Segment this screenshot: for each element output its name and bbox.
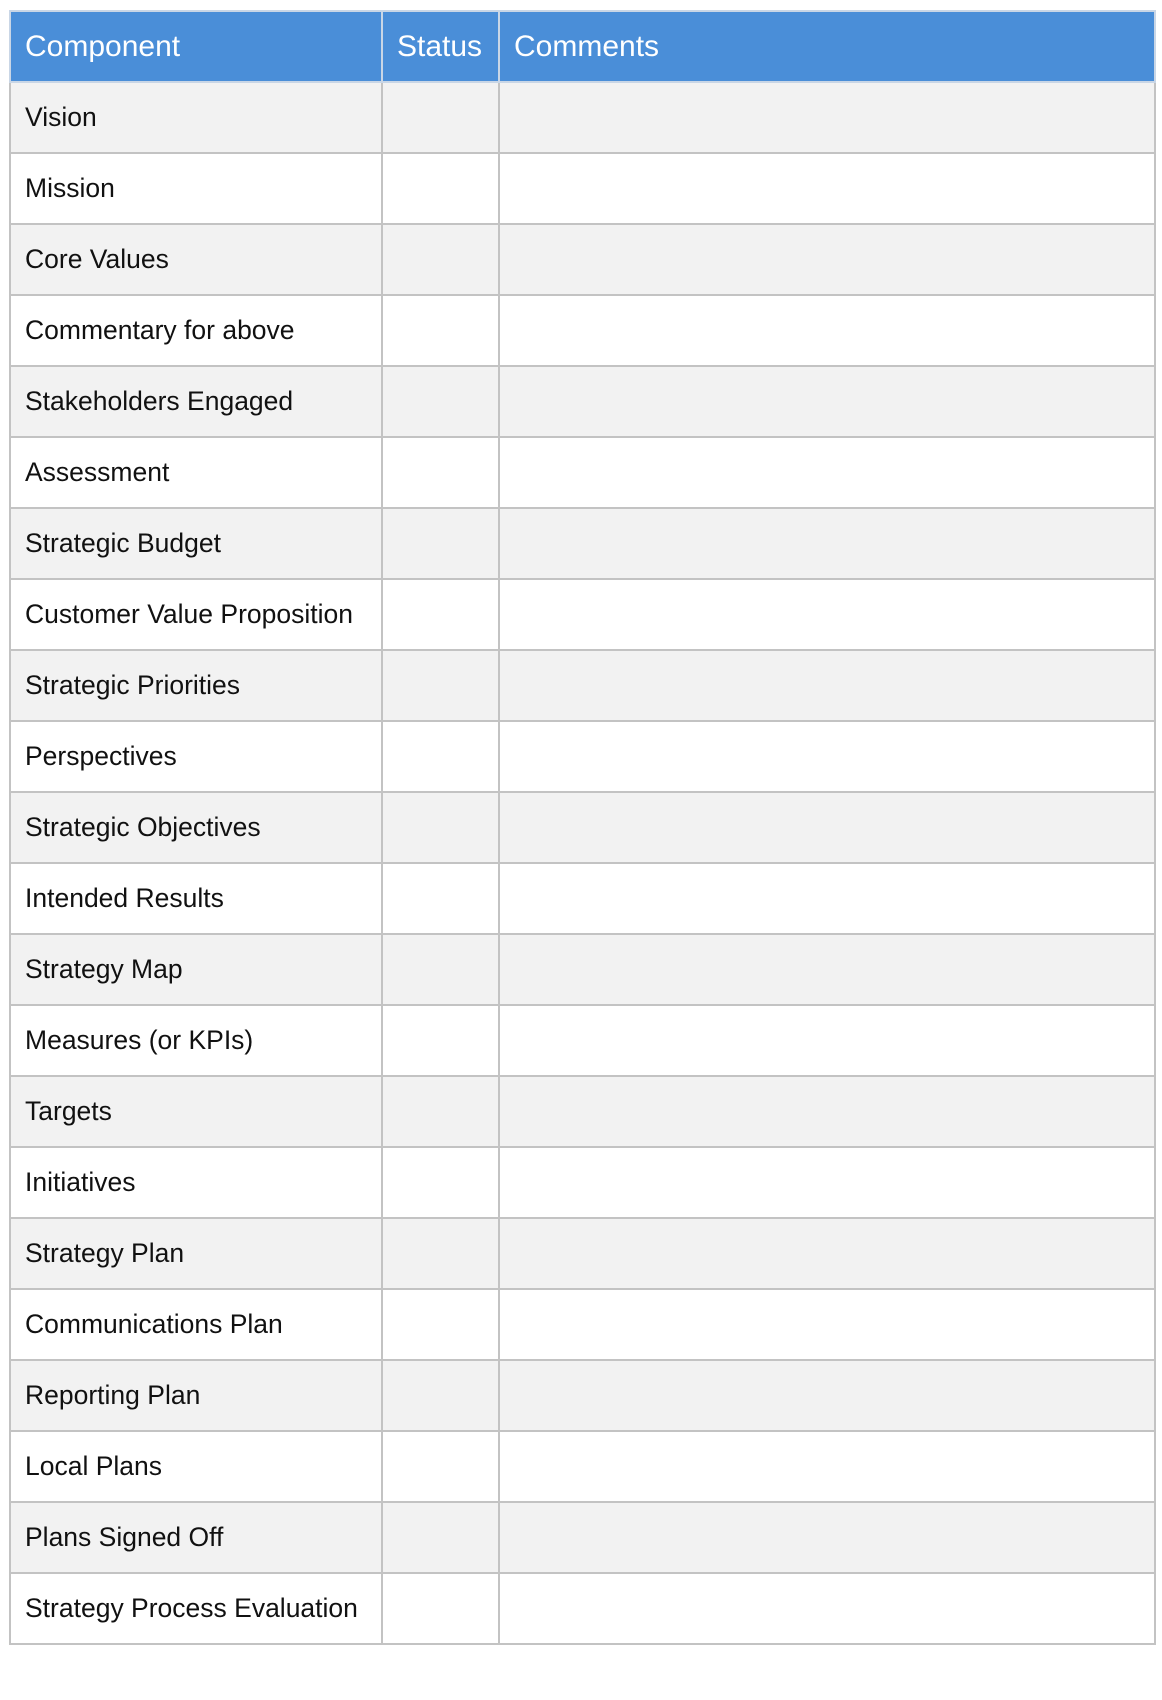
comments-cell[interactable] (499, 153, 1155, 224)
table-row (10, 579, 1155, 650)
comments-cell[interactable] (499, 1289, 1155, 1360)
table-row (10, 82, 1155, 153)
component-cell: Assessment (10, 437, 382, 508)
table-row (10, 295, 1155, 366)
table-row (10, 1218, 1155, 1289)
table-row (10, 508, 1155, 579)
component-cell: Vision (10, 82, 382, 153)
header-component: Component (10, 11, 382, 82)
comments-cell[interactable] (499, 295, 1155, 366)
table-row (10, 1360, 1155, 1431)
table-row (10, 650, 1155, 721)
comments-cell[interactable] (499, 1005, 1155, 1076)
status-cell[interactable] (382, 295, 499, 366)
comments-cell[interactable] (499, 1360, 1155, 1431)
status-cell[interactable] (382, 1360, 499, 1431)
table-row (10, 721, 1155, 792)
status-cell[interactable] (382, 1431, 499, 1502)
component-cell: Customer Value Proposition (10, 579, 382, 650)
table-row (10, 1573, 1155, 1644)
component-cell: Strategic Priorities (10, 650, 382, 721)
table-row (10, 224, 1155, 295)
component-cell: Stakeholders Engaged (10, 366, 382, 437)
table-row (10, 792, 1155, 863)
comments-cell[interactable] (499, 1076, 1155, 1147)
table-row (10, 1289, 1155, 1360)
status-cell[interactable] (382, 1005, 499, 1076)
status-cell[interactable] (382, 508, 499, 579)
table-row (10, 437, 1155, 508)
table-row (10, 1005, 1155, 1076)
component-cell: Reporting Plan (10, 1360, 382, 1431)
strategy-checklist-table (9, 10, 1156, 1645)
status-cell[interactable] (382, 437, 499, 508)
status-cell[interactable] (382, 863, 499, 934)
status-cell[interactable] (382, 1147, 499, 1218)
status-cell[interactable] (382, 934, 499, 1005)
status-cell[interactable] (382, 650, 499, 721)
component-cell: Mission (10, 153, 382, 224)
comments-cell[interactable] (499, 366, 1155, 437)
status-cell[interactable] (382, 82, 499, 153)
table-row (10, 863, 1155, 934)
status-cell[interactable] (382, 366, 499, 437)
comments-cell[interactable] (499, 934, 1155, 1005)
table-header (10, 11, 1155, 82)
comments-cell[interactable] (499, 1502, 1155, 1573)
comments-cell[interactable] (499, 1147, 1155, 1218)
header-row (10, 11, 1155, 82)
component-cell: Initiatives (10, 1147, 382, 1218)
comments-cell[interactable] (499, 792, 1155, 863)
header-comments: Comments (499, 11, 1155, 82)
component-cell: Measures (or KPIs) (10, 1005, 382, 1076)
comments-cell[interactable] (499, 579, 1155, 650)
component-cell: Strategic Objectives (10, 792, 382, 863)
comments-cell[interactable] (499, 1431, 1155, 1502)
status-cell[interactable] (382, 1289, 499, 1360)
component-cell: Intended Results (10, 863, 382, 934)
component-cell: Plans Signed Off (10, 1502, 382, 1573)
component-cell: Targets (10, 1076, 382, 1147)
table-row (10, 934, 1155, 1005)
status-cell[interactable] (382, 224, 499, 295)
status-cell[interactable] (382, 1502, 499, 1573)
component-cell: Commentary for above (10, 295, 382, 366)
component-cell: Strategy Map (10, 934, 382, 1005)
component-cell: Local Plans (10, 1431, 382, 1502)
header-status: Status (382, 11, 499, 82)
component-cell: Core Values (10, 224, 382, 295)
comments-cell[interactable] (499, 863, 1155, 934)
status-cell[interactable] (382, 1218, 499, 1289)
table-body (10, 82, 1155, 1644)
table-row (10, 1076, 1155, 1147)
component-cell: Strategic Budget (10, 508, 382, 579)
table-row (10, 1502, 1155, 1573)
component-cell: Strategy Plan (10, 1218, 382, 1289)
table-row (10, 153, 1155, 224)
component-cell: Perspectives (10, 721, 382, 792)
status-cell[interactable] (382, 153, 499, 224)
status-cell[interactable] (382, 1573, 499, 1644)
comments-cell[interactable] (499, 82, 1155, 153)
table-row (10, 1147, 1155, 1218)
status-cell[interactable] (382, 579, 499, 650)
table-row (10, 366, 1155, 437)
comments-cell[interactable] (499, 437, 1155, 508)
strategy-checklist-table-wrapper (9, 10, 1154, 1645)
comments-cell[interactable] (499, 650, 1155, 721)
component-cell: Communications Plan (10, 1289, 382, 1360)
comments-cell[interactable] (499, 1218, 1155, 1289)
status-cell[interactable] (382, 1076, 499, 1147)
status-cell[interactable] (382, 721, 499, 792)
component-cell: Strategy Process Evaluation (10, 1573, 382, 1644)
comments-cell[interactable] (499, 508, 1155, 579)
comments-cell[interactable] (499, 224, 1155, 295)
status-cell[interactable] (382, 792, 499, 863)
comments-cell[interactable] (499, 721, 1155, 792)
comments-cell[interactable] (499, 1573, 1155, 1644)
table-row (10, 1431, 1155, 1502)
